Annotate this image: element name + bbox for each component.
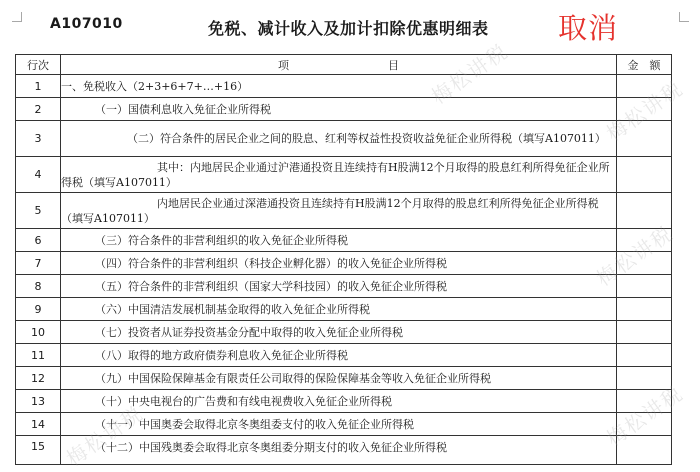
table-row <box>16 252 672 275</box>
amount-cell[interactable] <box>617 390 672 413</box>
row-item <box>61 367 617 390</box>
row-item <box>61 229 617 252</box>
row-number: 8 <box>16 275 61 298</box>
detail-table <box>15 54 672 465</box>
table-row <box>16 98 672 121</box>
header-row-number: 行次 <box>16 55 61 75</box>
table-row <box>16 275 672 298</box>
row-item <box>61 157 617 193</box>
row-item <box>61 298 617 321</box>
row-item <box>61 75 617 98</box>
row-number: 9 <box>16 298 61 321</box>
row-number: 14 <box>16 413 61 436</box>
row-item-text: （三）符合条件的非营利组织的收入免征企业所得税 <box>95 233 348 247</box>
amount-cell[interactable] <box>617 121 672 157</box>
row-item-text: （九）中国保险保障基金有限责任公司取得的保险保障基金等收入免征企业所得税 <box>95 371 491 385</box>
amount-cell[interactable] <box>617 344 672 367</box>
row-number: 10 <box>16 321 61 344</box>
amount-cell[interactable] <box>617 436 672 465</box>
amount-cell[interactable] <box>617 229 672 252</box>
row-item-text: （十）中央电视台的广告费和有线电视费收入免征企业所得税 <box>95 394 392 408</box>
table-row <box>16 413 672 436</box>
amount-cell[interactable] <box>617 298 672 321</box>
crop-mark-top-left <box>12 12 22 22</box>
table-row <box>16 344 672 367</box>
watermark: 梅松讲税 <box>601 380 688 451</box>
row-item-text: （七）投资者从证券投资基金分配中取得的收入免征企业所得税 <box>95 325 403 339</box>
row-item <box>61 390 617 413</box>
amount-cell[interactable] <box>617 367 672 390</box>
row-number: 15 <box>16 436 61 465</box>
table-row <box>16 436 672 465</box>
row-item-text: （一）国债利息收入免征企业所得税 <box>95 102 271 116</box>
amount-cell[interactable] <box>617 157 672 193</box>
watermark: 梅松讲税 <box>426 38 513 109</box>
row-item-text: （五）符合条件的非营利组织（国家大学科技园）的收入免征企业所得税 <box>95 279 447 293</box>
table-row <box>16 321 672 344</box>
table-row <box>16 390 672 413</box>
row-item <box>61 193 617 229</box>
row-item <box>61 98 617 121</box>
row-number: 3 <box>16 121 61 157</box>
row-item <box>61 344 617 367</box>
amount-cell[interactable] <box>617 193 672 229</box>
row-item <box>61 252 617 275</box>
header-item: 项 目 <box>61 55 617 75</box>
row-item-text: （十一）中国奥委会取得北京冬奥组委支付的收入免征企业所得税 <box>95 417 414 431</box>
row-item-text: （十二）中国残奥委会取得北京冬奥组委分期支付的收入免征企业所得税 <box>95 441 447 454</box>
row-number: 13 <box>16 390 61 413</box>
row-item <box>61 413 617 436</box>
amount-cell[interactable] <box>617 98 672 121</box>
row-item-text: 内地居民企业通过深港通投资且连续持有H股满12个月取得的股息红利所得免征企业所得税（填写A107011） <box>61 196 599 225</box>
row-number: 5 <box>16 193 61 229</box>
table-row <box>16 193 672 229</box>
amount-cell[interactable] <box>617 75 672 98</box>
amount-cell[interactable] <box>617 321 672 344</box>
table-row <box>16 229 672 252</box>
row-number: 11 <box>16 344 61 367</box>
table-row <box>16 121 672 157</box>
table-row <box>16 75 672 98</box>
crop-mark-top-right <box>679 12 689 22</box>
row-item-text: （二）符合条件的居民企业之间的股息、红利等权益性投资收益免征企业所得税（填写A107011） <box>127 132 606 145</box>
row-item-text: （六）中国清洁发展机制基金取得的收入免征企业所得税 <box>95 302 370 316</box>
form-code: A107010 <box>50 16 123 32</box>
watermark: 梅松讲税 <box>61 400 148 471</box>
row-item-text: 其中：内地居民企业通过沪港通投资且连续持有H股满12个月取得的股息红利所得免征企业所得税（填写A107011） <box>61 160 610 189</box>
form-title: 免税、减计收入及加计扣除优惠明细表 <box>208 19 489 38</box>
table-row <box>16 157 672 193</box>
header-amount: 金 额 <box>617 55 672 75</box>
row-item <box>61 121 617 157</box>
amount-cell[interactable] <box>617 252 672 275</box>
table-row <box>16 367 672 390</box>
row-item <box>61 275 617 298</box>
row-number: 4 <box>16 157 61 193</box>
row-number: 7 <box>16 252 61 275</box>
row-number: 6 <box>16 229 61 252</box>
row-item <box>61 436 617 465</box>
row-number: 2 <box>16 98 61 121</box>
row-item-text: （四）符合条件的非营利组织（科技企业孵化器）的收入免征企业所得税 <box>95 256 447 270</box>
row-number: 12 <box>16 367 61 390</box>
row-number: 1 <box>16 75 61 98</box>
amount-cell[interactable] <box>617 413 672 436</box>
row-item-text: 一、免税收入（2+3+6+7+…+16） <box>61 79 249 93</box>
table-header-row <box>16 55 672 75</box>
watermark: 梅松讲税 <box>601 75 688 146</box>
amount-cell[interactable] <box>617 275 672 298</box>
table-row <box>16 298 672 321</box>
cancelled-stamp: 取消 <box>558 11 619 45</box>
row-item-text: （八）取得的地方政府债券利息收入免征企业所得税 <box>95 348 348 362</box>
watermark: 梅松讲税 <box>591 220 678 291</box>
row-item <box>61 321 617 344</box>
